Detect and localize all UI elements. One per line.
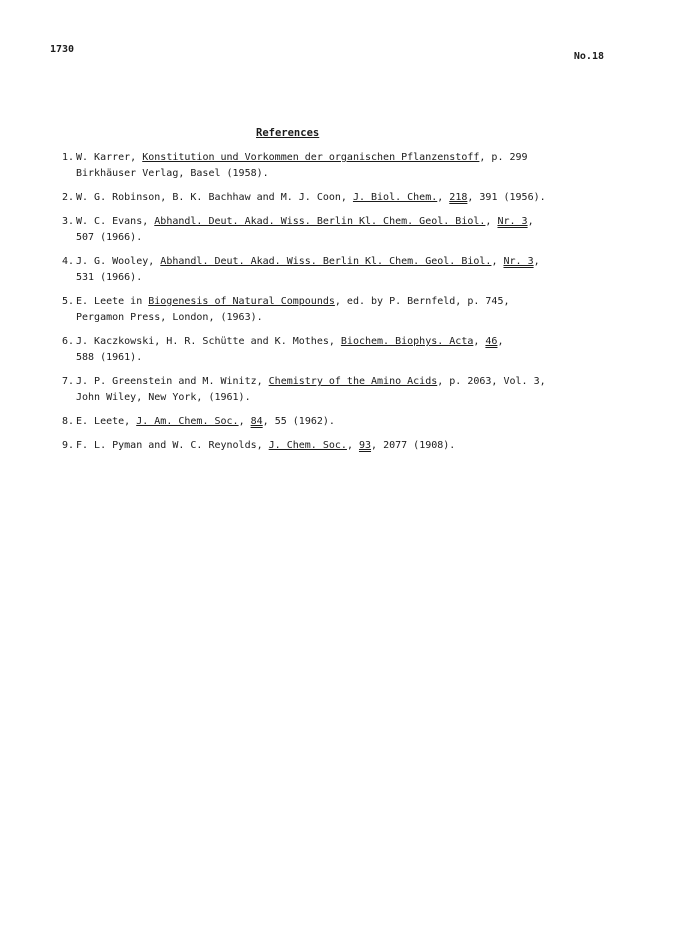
reference-item [62,150,622,182]
reference-number: 6. [62,336,75,347]
reference-authors: W. C. Evans, [76,216,155,227]
reference-continuation: Pergamon Press, London, (1963). [76,312,263,323]
reference-continuation: 507 (1966). [76,232,143,243]
reference-item [62,294,622,326]
reference-continuation: 588 (1961). [76,352,143,363]
reference-line [76,334,622,350]
reference-number: 8. [62,416,75,427]
reference-number: 5. [62,296,75,307]
page-number: 1730 [50,44,75,55]
reference-journal: J. Biol. Chem. [352,192,438,203]
reference-separator: , [346,440,359,451]
reference-number: 2. [62,192,75,203]
reference-authors: J. P. Greenstein and M. Winitz, [76,376,269,387]
reference-journal: J. Am. Chem. Soc. [136,416,239,427]
reference-details: , 391 (1956). [467,192,546,203]
reference-item [62,414,622,430]
reference-line [76,438,622,454]
reference-line [76,190,622,206]
reference-item [62,214,622,246]
reference-volume: 218 [449,192,468,203]
reference-item [62,190,622,206]
issue-number: No.18 [573,51,604,62]
reference-separator: , [238,416,251,427]
reference-details: , ed. by P. Bernfeld, p. 745, [334,296,510,307]
reference-line [76,150,622,166]
reference-item [62,334,622,366]
reference-details: , [533,256,540,267]
reference-number: 3. [62,216,75,227]
reference-list [62,150,622,454]
reference-line [76,294,622,310]
reference-item [62,374,622,406]
reference-number: 1. [62,152,75,163]
reference-volume: 84 [250,416,263,427]
reference-line [76,414,622,430]
reference-volume: 93 [358,440,372,451]
reference-title: Konstitution und Vorkommen der organischen Pflanzenstoff [142,152,480,163]
reference-journal: J. Chem. Soc. [268,440,347,451]
reference-authors: E. Leete in [76,296,149,307]
reference-authors: J. G. Wooley, [76,256,161,267]
reference-volume: Nr. 3 [503,256,534,267]
reference-line [76,214,622,230]
reference-details: , p. 2063, Vol. 3, [437,376,546,387]
reference-separator: , [473,336,486,347]
reference-number: 9. [62,440,75,451]
reference-authors: F. L. Pyman and W. C. Reynolds, [76,440,269,451]
reference-item [62,254,622,286]
reference-authors: E. Leete, [76,416,137,427]
reference-title: Chemistry of the Amino Acids [268,376,438,387]
reference-details: , [527,216,534,227]
reference-authors: J. Kaczkowski, H. R. Schütte and K. Mothes, [76,336,341,347]
reference-details: , 55 (1962). [262,416,335,427]
reference-volume: 46 [485,336,498,347]
reference-separator: , [437,192,450,203]
reference-continuation: John Wiley, New York, (1961). [76,392,251,403]
reference-separator: , [485,216,498,227]
reference-volume: Nr. 3 [497,216,528,227]
reference-title: Biogenesis of Natural Compounds [148,296,335,307]
reference-line [76,254,622,270]
reference-line [76,374,622,390]
reference-details: , p. 299 [479,152,528,163]
reference-authors: W. G. Robinson, B. K. Bachhaw and M. J. Coon, [76,192,353,203]
reference-item [62,438,622,454]
reference-authors: W. Karrer, [76,152,143,163]
section-title: References [256,127,320,139]
reference-number: 4. [62,256,75,267]
reference-continuation: 531 (1966). [76,272,143,283]
reference-journal: Biochem. Biophys. Acta [340,336,474,347]
reference-journal: Abhandl. Deut. Akad. Wiss. Berlin Kl. Chem. Geol. Biol. [154,216,486,227]
reference-number: 7. [62,376,75,387]
reference-journal: Abhandl. Deut. Akad. Wiss. Berlin Kl. Chem. Geol. Biol. [160,256,492,267]
reference-continuation: Birkhäuser Verlag, Basel (1958). [76,168,269,179]
reference-separator: , [491,256,504,267]
reference-details: , 2077 (1908). [371,440,456,451]
reference-details: , [497,336,504,347]
